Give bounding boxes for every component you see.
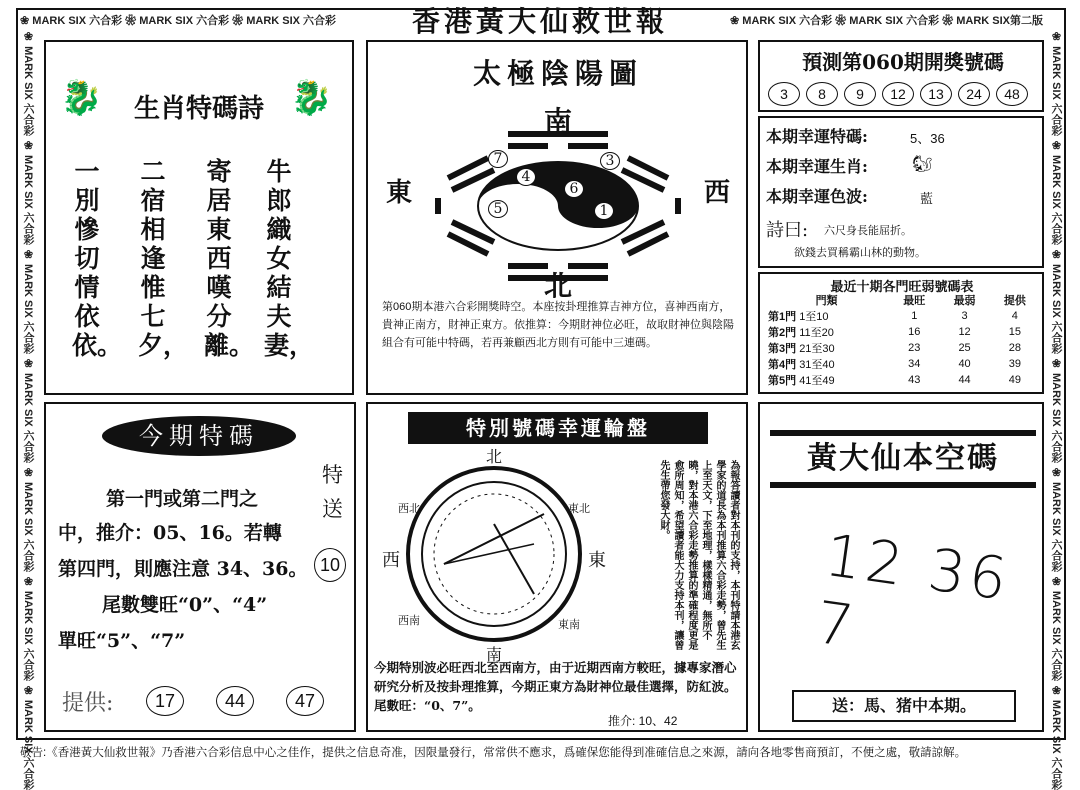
draw-title: 預測第060期開獎號碼: [802, 50, 1004, 74]
table-row: 第4門 31至40 34 40 39: [768, 358, 1021, 371]
wheel-northwest: 西北: [398, 503, 420, 515]
taiji-title: 太極陰陽圖: [472, 57, 643, 90]
draw-number: 3: [768, 82, 800, 106]
luck-poem-line2: 欲錢去買稱霸山林的動物。: [794, 247, 926, 259]
wheel-recommend: 推介: 10、42: [608, 714, 678, 728]
huang-send: 送：馬、猪中本期。: [792, 690, 1016, 722]
taiji-number-5: 5: [488, 200, 508, 218]
wheel-south: 南: [486, 645, 503, 664]
special-code-line4: 尾數雙旺“0”、“4”: [102, 594, 268, 616]
luck-poem-label: 詩曰:: [766, 220, 809, 241]
weak-table-header: 門類: [815, 295, 838, 307]
draw-panel: [758, 40, 1044, 112]
poem-panel: [44, 40, 354, 395]
provide-label: 提供:: [62, 691, 114, 716]
wheel-southwest: 西南: [398, 615, 420, 627]
top-border-left: ❀ MARK SIX 六合彩 ❀ MARK SIX 六合彩 ❀ MARK SIX 六合彩: [20, 15, 337, 27]
taiji-number-1: 1: [594, 202, 614, 220]
poem-column-3: 二宿相逢惟七夕，: [138, 157, 189, 360]
special-code-panel: [44, 402, 356, 732]
provide-number: 44: [216, 686, 254, 716]
wheel-north: 北: [486, 447, 503, 466]
lucky-wheel: [404, 464, 584, 644]
table-row: 第1門 1至10 1 3 4: [768, 310, 1018, 323]
wheel-east: 東: [588, 550, 606, 571]
draw-number: 24: [958, 82, 990, 106]
taiji-north: 北: [544, 269, 573, 302]
weak-table-header: 最旺: [903, 295, 926, 307]
taiji-number-7: 7: [488, 150, 508, 168]
masthead-title: 香港黃大仙救世報: [411, 5, 668, 38]
handwritten-numbers: 12 36 7: [811, 520, 1015, 662]
poem-column-1: 牛郎織女結夫妻，: [264, 157, 315, 360]
taiji-number-4: 4: [516, 168, 536, 186]
taiji-note: 第060期本港六合彩開獎時空。本座按卦理推算吉神方位，喜神西南方，貴神正南方，財神正東方。依推算：今期財神位必旺，故取財神位與陰陽組合有可能中特碼，若再兼顧西北方則有可能中三連碼。: [382, 301, 734, 349]
top-border-right: ❀ MARK SIX 六合彩 ❀ MARK SIX 六合彩 ❀ MARK SIX第二版: [730, 15, 1043, 27]
weak-table-header: 提供: [1003, 295, 1026, 307]
wheel-west: 西: [382, 550, 400, 571]
wheel-panel: [366, 402, 748, 732]
luck-zodiac-label: 本期幸運生肖:: [766, 157, 868, 176]
taiji-number-3: 3: [600, 152, 620, 170]
special-code-title: 今期特碼: [102, 416, 296, 456]
weak-table-panel: [758, 272, 1044, 394]
luck-poem-line1: 六尺身長能屈折。: [824, 225, 912, 237]
wheel-southeast: 東南: [558, 619, 580, 631]
draw-number: 12: [882, 82, 914, 106]
draw-number: 48: [996, 82, 1028, 106]
luck-code-value: 5、36: [910, 131, 945, 146]
left-border: ❀ MARK SIX 六合彩 ❀ MARK SIX 六合彩 ❀ MARK SIX 六合彩 ❀ MARK SIX 六合彩 ❀ MARK SIX 六合彩 ❀ MARK SIX 六合彩 ❀ MARK SIX 六合彩: [22, 30, 34, 790]
special-code-line1: 第一門或第二門之: [106, 488, 259, 510]
luck-color-label: 本期幸運色波:: [766, 187, 868, 206]
taiji-south: 南: [544, 105, 573, 138]
weak-table-title: 最近十期各門旺弱號碼表: [830, 279, 974, 294]
draw-number: 8: [806, 82, 838, 106]
draw-numbers: [768, 82, 1034, 106]
taiji-panel: [366, 40, 748, 395]
poem-column-4: 一別慘切情依依。: [72, 157, 123, 360]
weak-table: [764, 292, 1040, 388]
luck-color-value: 藍: [920, 191, 934, 206]
draw-number: 13: [920, 82, 952, 106]
special-code-line2: 中，推介：05、16。若轉: [58, 522, 282, 544]
huang-title: 黃大仙本空碼: [770, 430, 1036, 488]
taiji-west: 西: [704, 178, 731, 208]
luck-panel: [758, 116, 1044, 268]
table-row: 第2門 11至20 16 12 15: [768, 326, 1021, 339]
wheel-northeast: 東北: [568, 503, 590, 515]
provide-number: 47: [286, 686, 324, 716]
dragon-icon-left: 🐉: [60, 78, 103, 118]
gift-label: 特送: [322, 463, 343, 521]
dragon-icon-right: 🐉: [290, 78, 333, 118]
special-code-line3: 第四門，則應注意 34、36。: [58, 558, 308, 580]
gift-number: 10: [314, 548, 346, 582]
table-row: 第5門 41至49 43 44 49: [768, 374, 1021, 387]
table-row: 第3門 21至30 23 25 28: [768, 342, 1021, 355]
draw-number: 9: [844, 82, 876, 106]
taiji-east: 東: [386, 178, 413, 208]
special-code-line5: 單旺“5”、“7”: [58, 630, 186, 652]
footer-notice: 敬告:《香港黃大仙救世報》乃香港六合彩信息中心之佳作，提供之信息奇准，因限量發行，常常供不應求，爲確保您能得到准確信息之來源，請向各地零售商預訂，不便之處，敬請諒解。: [20, 747, 967, 759]
provide-number: 17: [146, 686, 184, 716]
wheel-title: 特別號碼幸運輪盤: [408, 412, 708, 444]
weak-table-header: 最弱: [953, 295, 976, 307]
luck-zodiac-icon: 🐿: [912, 154, 933, 173]
right-border: ❀ MARK SIX 六合彩 ❀ MARK SIX 六合彩 ❀ MARK SIX 六合彩 ❀ MARK SIX 六合彩 ❀ MARK SIX 六合彩 ❀ MARK SIX 六合彩 ❀ MARK SIX 六合彩: [1050, 30, 1062, 790]
luck-code-label: 本期幸運特碼:: [766, 127, 868, 146]
huang-panel: [758, 402, 1044, 732]
poem-column-2: 寄居東西嘆分離。: [204, 157, 255, 360]
taiji-number-6: 6: [564, 180, 584, 198]
wheel-bottom-text: 今期特別波必旺西北至西南方，由于近期西南方較旺，據專家潛心研究分析及按卦理推算，今期正東方為財神位最佳選擇，防紅波。尾數旺：“0、7”。: [374, 660, 737, 713]
wheel-side-text: 為報答讀者對本刊的支持，本刊特請本港玄學家的道長為本刊推算六合彩走勢，曾先生上至天文，下至地理，樣樣精通，無所不曉，對本港六合彩走勢推算的準確程度更是愈所周知，希望讀者能大力支持本刊，讓曾先生帶您發大財。: [658, 460, 739, 650]
poem-title: 生肖特碼詩: [133, 94, 264, 124]
